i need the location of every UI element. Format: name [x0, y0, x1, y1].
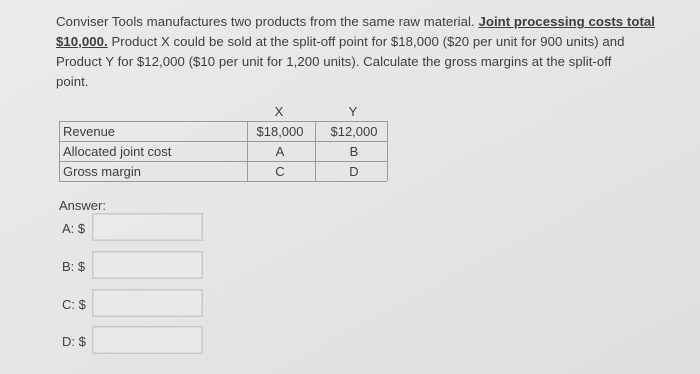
table-row — [59, 162, 387, 182]
question-line-3: Product Y for $12,000 ($10 per unit for 1,200 units). Calculate the gross margins at the split-off — [56, 54, 612, 69]
cell-revenue-x: $18,000 — [256, 124, 304, 139]
cell-allocated-y: B — [349, 144, 359, 159]
answer-label-d: D: $ — [62, 334, 86, 349]
table-border-left — [59, 121, 60, 181]
question-line-4: point. — [56, 74, 89, 89]
answer-row-a — [59, 213, 209, 243]
cell-allocated-x: A — [275, 144, 285, 159]
column-header-y: Y — [348, 104, 358, 119]
table-divider-y — [315, 121, 316, 181]
cell-revenue-y: $12,000 — [330, 124, 378, 139]
row-label-revenue: Revenue — [63, 124, 116, 139]
row-label-gross-margin: Gross margin — [63, 164, 142, 179]
question-line-2: $10,000. Product X could be sold at the split-off point for $18,000 ($20 per unit for 900 units) and — [56, 34, 625, 49]
question-line-1: Conviser Tools manufactures two products from the same raw material. Joint processing costs total — [56, 14, 655, 29]
answer-input-a[interactable] — [92, 213, 203, 241]
answer-row-b — [59, 251, 209, 281]
table-row — [59, 142, 387, 162]
answer-label-c: C: $ — [62, 297, 86, 312]
column-header-x: X — [274, 104, 284, 119]
joint-cost-emphasis: Joint processing costs total — [478, 14, 655, 29]
table-divider-x — [247, 121, 248, 181]
joint-cost-amount-emphasis: $10,000. — [56, 34, 108, 49]
cell-gross-margin-x: C — [275, 164, 285, 179]
answer-row-c — [59, 289, 209, 319]
answer-input-c[interactable] — [92, 289, 203, 317]
margin-table — [59, 102, 389, 182]
answer-label-a: A: $ — [62, 221, 86, 236]
row-label-allocated-joint-cost: Allocated joint cost — [63, 144, 172, 159]
table-border-right — [387, 121, 388, 181]
cell-gross-margin-y: D — [349, 164, 359, 179]
question-text — [56, 12, 656, 92]
answer-row-d — [59, 326, 209, 356]
table-row — [59, 122, 387, 142]
table-grid — [59, 121, 387, 182]
answer-input-b[interactable] — [92, 251, 203, 279]
answer-label-b: B: $ — [62, 259, 86, 274]
answer-heading: Answer: — [59, 198, 106, 213]
answer-input-d[interactable] — [92, 326, 203, 354]
